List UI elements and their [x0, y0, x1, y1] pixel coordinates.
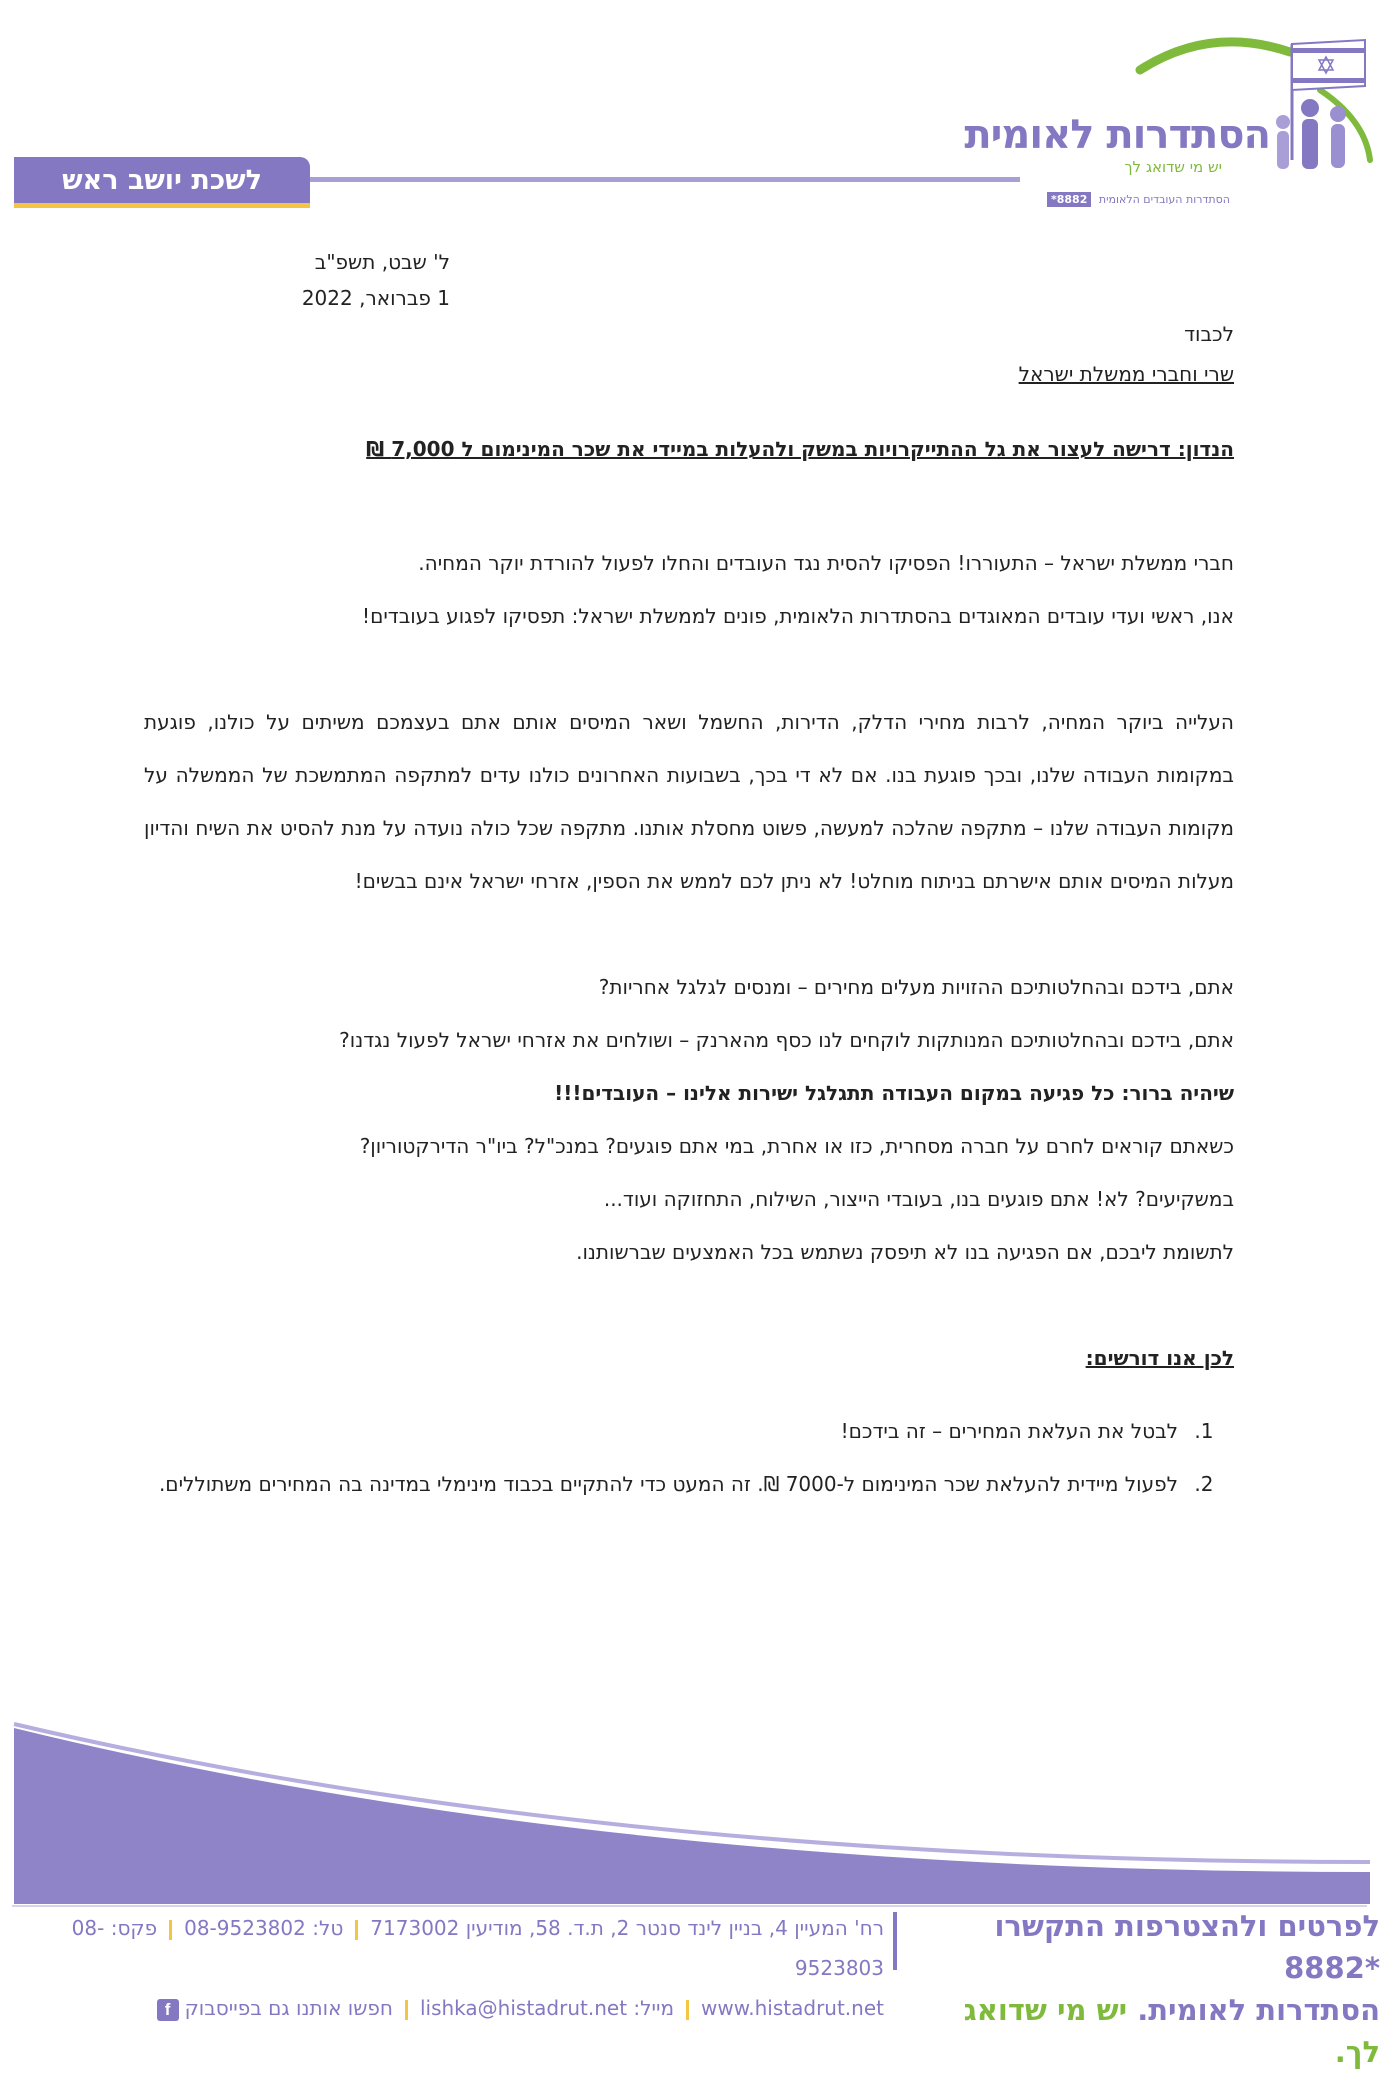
office-label: לשכת יושב ראש: [14, 157, 310, 208]
contact-line-2: [14, 1988, 884, 2028]
join-line: לפרטים ולהצטרפות התקשרו *8882: [994, 1909, 1380, 1985]
header-divider: [300, 177, 1020, 182]
contact-line-1: [14, 1908, 884, 1988]
demands-title: לכן אנו דורשים:: [1085, 1346, 1234, 1370]
closing-line: לתשומת ליבכם, אם הפגיעה בנו לא תיפסק נשתמש בכל האמצעים שברשותנו.: [576, 1240, 1234, 1264]
facebook-link[interactable]: חפשו אותנו גם בפייסבוק: [184, 1996, 393, 2020]
footer-tagline: [910, 1989, 1380, 2073]
to-label: לכבוד: [1184, 322, 1234, 346]
logo-subtitle: [1047, 192, 1230, 207]
footer-join: [910, 1905, 1380, 2073]
question-line: אתם, בידכם ובהחלטותיכם ההזויות מעלים מחירים – ומנסים לגלגל אחריות?: [598, 975, 1234, 999]
intro-line: חברי ממשלת ישראל – התעוררו! הפסיקו להסית נגד העובדים והחלו לפעול להורדת יוקר המחיה.: [418, 551, 1234, 575]
question-line: במשקיעים? לא! אתם פוגעים בנו, בעובדי הייצור, השילוח, התחזוקה ועוד...: [603, 1187, 1234, 1211]
intro-line: אנו, ראשי ועדי עובדים המאוגדים בהסתדרות הלאומית, פונים לממשלת ישראל: תפסיקו לפגוע בעובדים!: [362, 604, 1234, 628]
organization-logo: [964, 30, 1380, 206]
phone: טל: 08-9523802: [184, 1916, 344, 1940]
question-line: אתם, בידכם ובהחלטותיכם המנותקות לוקחים לנו כסף מהארנק – ושולחים את אזרחי ישראל לפעול נגדנו?: [339, 1028, 1234, 1052]
recipient: שרי וחברי ממשלת ישראל: [1018, 362, 1234, 386]
question-line: כשאתם קוראים לחרם על חברה מסחרית, כזו או אחרת, במי אתם פוגעים? במנכ"ל? ביו"ר הדירקטוריון?: [359, 1134, 1234, 1158]
email-link[interactable]: מייל: lishka@histadrut.net: [419, 1996, 675, 2020]
subject-line: הנדון: דרישה לעצור את גל ההתייקרויות במשק ולהעלות במיידי את שכר המינימום ל 7,000 ₪: [366, 437, 1234, 461]
website-link[interactable]: www.histadrut.net: [701, 1996, 884, 2020]
paragraph-cost-of-living: העלייה ביוקר המחיה, לרבות מחירי הדלק, הדירות, החשמל ושאר המיסים אותם אתם בעצמכם משיתים על כולנו, פוגעת במקומות העבודה שלנו, ובכך פוגעת בנו. אם לא די בכך, בשבועות האחרונים כולנו עדים למתקפה המתמשכת של הממשלה על מקומות העבודה שלנו – מתקפה שהלכה למעשה, פשוט מחסלת אותנו. מתקפה שכל כולה נועדה על מנת להסיט את השיח והדיון מעלות המיסים אותם אישרתם בניתוח מוחלט! לא ניתן לכם לממש את הספין, אזרחי ישראל אינם בבשים!: [144, 710, 1234, 893]
footer-separator: [893, 1912, 897, 1970]
demands-list: [144, 1405, 1234, 1511]
logo-subtitle-text: הסתדרות העובדים הלאומית: [1098, 193, 1230, 206]
logo-slogan: יש מי שדואג לך: [1124, 158, 1222, 176]
date-block: [150, 244, 450, 316]
footer-contact: [14, 1908, 884, 2028]
tagline-green: יש מי שדואג לך.: [963, 1993, 1380, 2069]
tagline-purple: הסתדרות לאומית.: [1137, 1993, 1380, 2027]
demand-item: 2. לפעול מיידית להעלאת שכר המינימום ל-7000 ₪. זה המעט כדי להתקיים בכבוד מינימלי במדינה בה המחירים משתוללים.: [144, 1458, 1188, 1511]
bold-statement: שיהיה ברור: כל פגיעה במקום העבודה תתגלגל ישירות אלינו – העובדים!!!: [554, 1081, 1234, 1105]
gregorian-date: 1 פברואר, 2022: [301, 286, 450, 310]
fax: פקס: 08-9523803: [71, 1916, 884, 1980]
address: רח' המעיין 4, בניין לינד סנטר 2, ת.ד. 58, מודיעין 7173002: [370, 1916, 884, 1940]
footer-wave: [0, 1722, 1400, 1912]
phone-badge: *8882: [1047, 192, 1091, 207]
recipient-block: [1019, 314, 1234, 394]
facebook-icon[interactable]: f: [157, 1999, 179, 2021]
logo-title: הסתדרות לאומית: [964, 112, 1270, 158]
letter-body: [144, 537, 1234, 1511]
demand-item: 1. לבטל את העלאת המחירים – זה בידכם!: [144, 1405, 1188, 1458]
hebrew-date: ל' שבט, תשפ"ב: [314, 250, 450, 274]
